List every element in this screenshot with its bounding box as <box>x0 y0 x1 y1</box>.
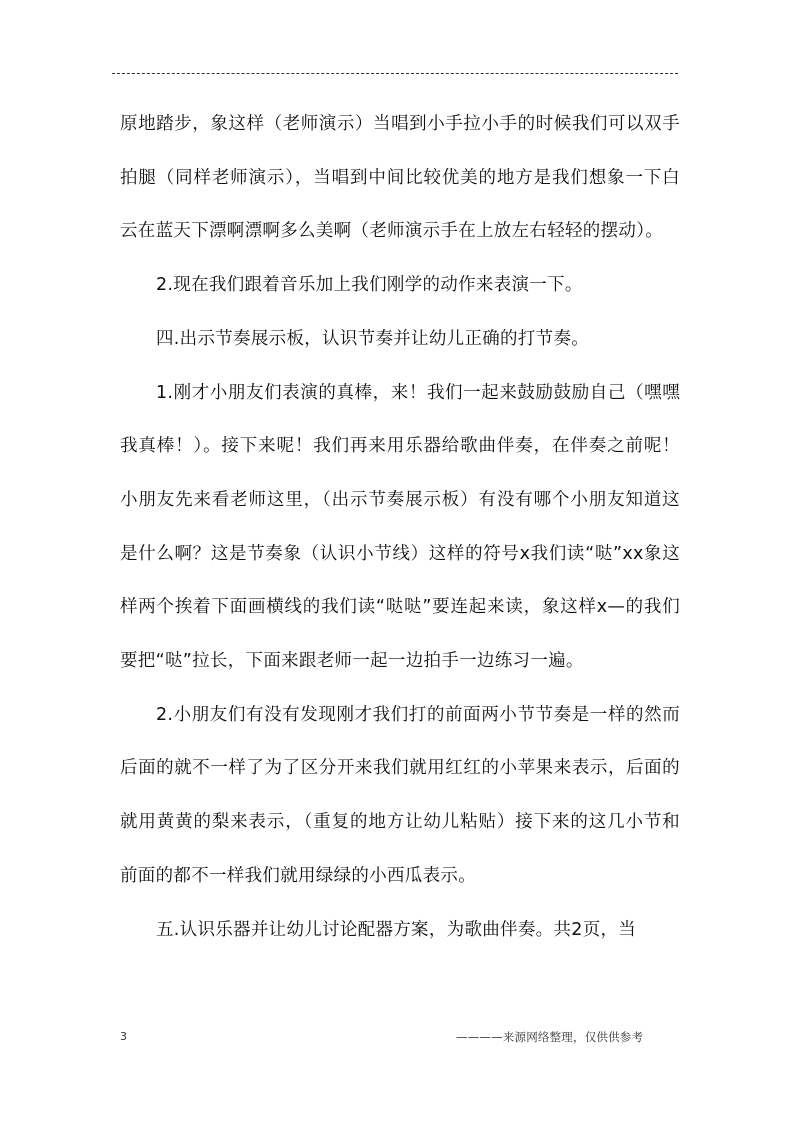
footer-source-note: ————来源网络整理，仅供供参考 <box>456 1030 644 1044</box>
paragraph-step-2b: 2.小朋友们有没有发现刚才我们打的前面两小节节奏是一样的然而后面的就不一样了为了区分开来我们就用红红的小苹果来表示，后面的就用黄黄的梨来表示，（重复的地方让幼儿粘贴）接下来的这几小节和前面的都不一样我们就用绿绿的小西瓜表示。 <box>120 704 680 886</box>
paragraph-step-1: 1.刚才小朋友们表演的真棒，来！我们一起来鼓励鼓励自己（嘿嘿我真棒！）。接下来呢！我们再来用乐器给歌曲伴奏，在伴奏之前呢！小朋友先来看老师这里，（出示节奏展示板）有没有哪个小朋友知道这是什么啊？这是节奏象（认识小节线）这样的符号x我们读“哒”xx象这样两个挨着下面画横线的我们读“哒哒”要连起来读，象这样x—的我们要把“哒”拉长，下面来跟老师一起一边拍手一边练习一遍。 <box>120 382 680 672</box>
paragraph-section-5: 五.认识乐器并让幼儿讨论配器方案，为歌曲伴奏。共2页，当 <box>156 919 637 940</box>
paragraph-section-4: 四.出示节奏展示板，认识节奏并让幼儿正确的打节奏。 <box>156 328 590 349</box>
document-body <box>120 98 680 957</box>
header-dashed-rule <box>112 73 678 74</box>
page-number: 3 <box>120 1030 127 1043</box>
paragraph-continuation: 原地踏步，象这样（老师演示）当唱到小手拉小手的时候我们可以双手拍腿（同样老师演示），当唱到中间比较优美的地方是我们想象一下白云在蓝天下漂啊漂啊多么美啊（老师演示手在上放左右轻轻的摆动）。 <box>120 114 680 242</box>
paragraph-step-2: 2.现在我们跟着音乐加上我们刚学的动作来表演一下。 <box>156 275 583 296</box>
